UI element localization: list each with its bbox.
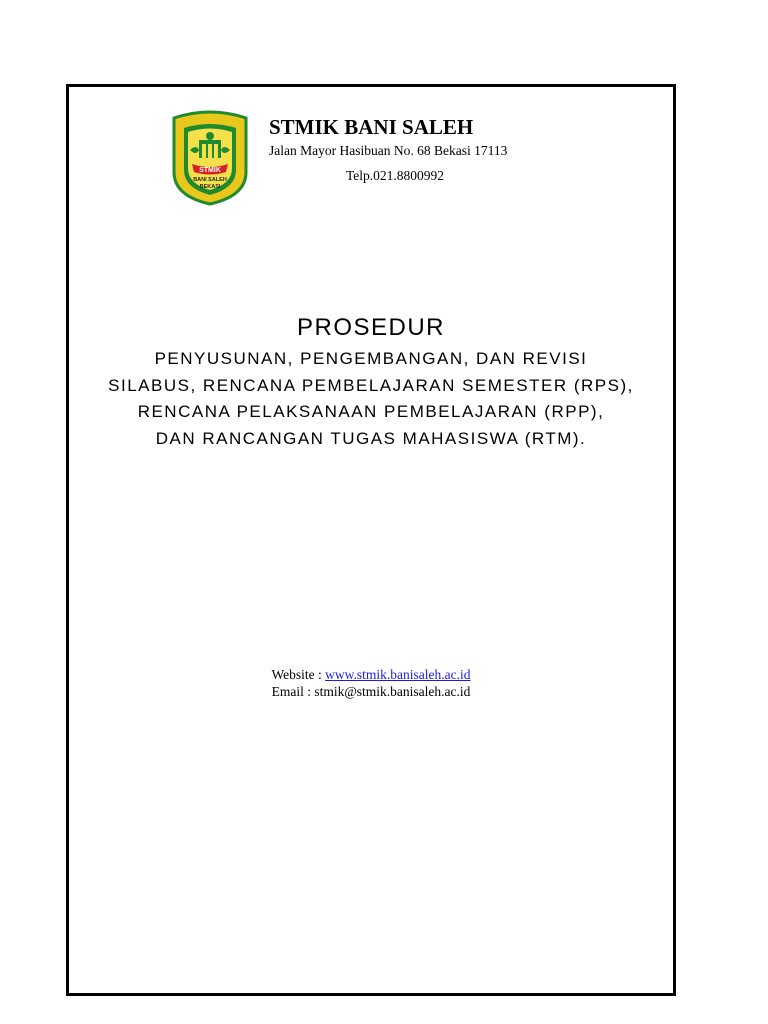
logo-banner-text: STMIK bbox=[199, 167, 221, 174]
document-title: PROSEDUR bbox=[296, 314, 446, 341]
institution-logo bbox=[166, 110, 254, 206]
website-line bbox=[69, 667, 673, 683]
institution-name: STMIK BANI SALEH bbox=[269, 115, 474, 139]
institution-emblem-icon bbox=[166, 110, 254, 206]
document-subtitle-line: DAN RANCANGAN TUGAS MAHASISWA (RTM). bbox=[155, 429, 587, 448]
document-subtitle-line: PENYUSUNAN, PENGEMBANGAN, DAN REVISI bbox=[154, 349, 588, 368]
institution-phone: Telp.021.8800992 bbox=[346, 168, 445, 183]
email-label: Email : bbox=[271, 684, 315, 699]
website-link[interactable]: www.stmik.banisaleh.ac.id bbox=[325, 667, 471, 682]
logo-lower-text-1: BANI SALEH bbox=[193, 177, 227, 183]
document-subtitle-line: SILABUS, RENCANA PEMBELAJARAN SEMESTER (RPS), bbox=[108, 376, 634, 395]
institution-address: Jalan Mayor Hasibuan No. 68 Bekasi 17113 bbox=[269, 143, 508, 158]
email-line bbox=[69, 684, 673, 700]
document-subtitle-line: RENCANA PELAKSANAAN PEMBELAJARAN (RPP), bbox=[137, 402, 605, 421]
email-address: stmik@stmik.banisaleh.ac.id bbox=[314, 684, 471, 699]
website-label: Website : bbox=[271, 667, 326, 682]
logo-lower-text-2: BEKASI bbox=[199, 184, 221, 190]
cover-page-frame bbox=[66, 84, 676, 996]
